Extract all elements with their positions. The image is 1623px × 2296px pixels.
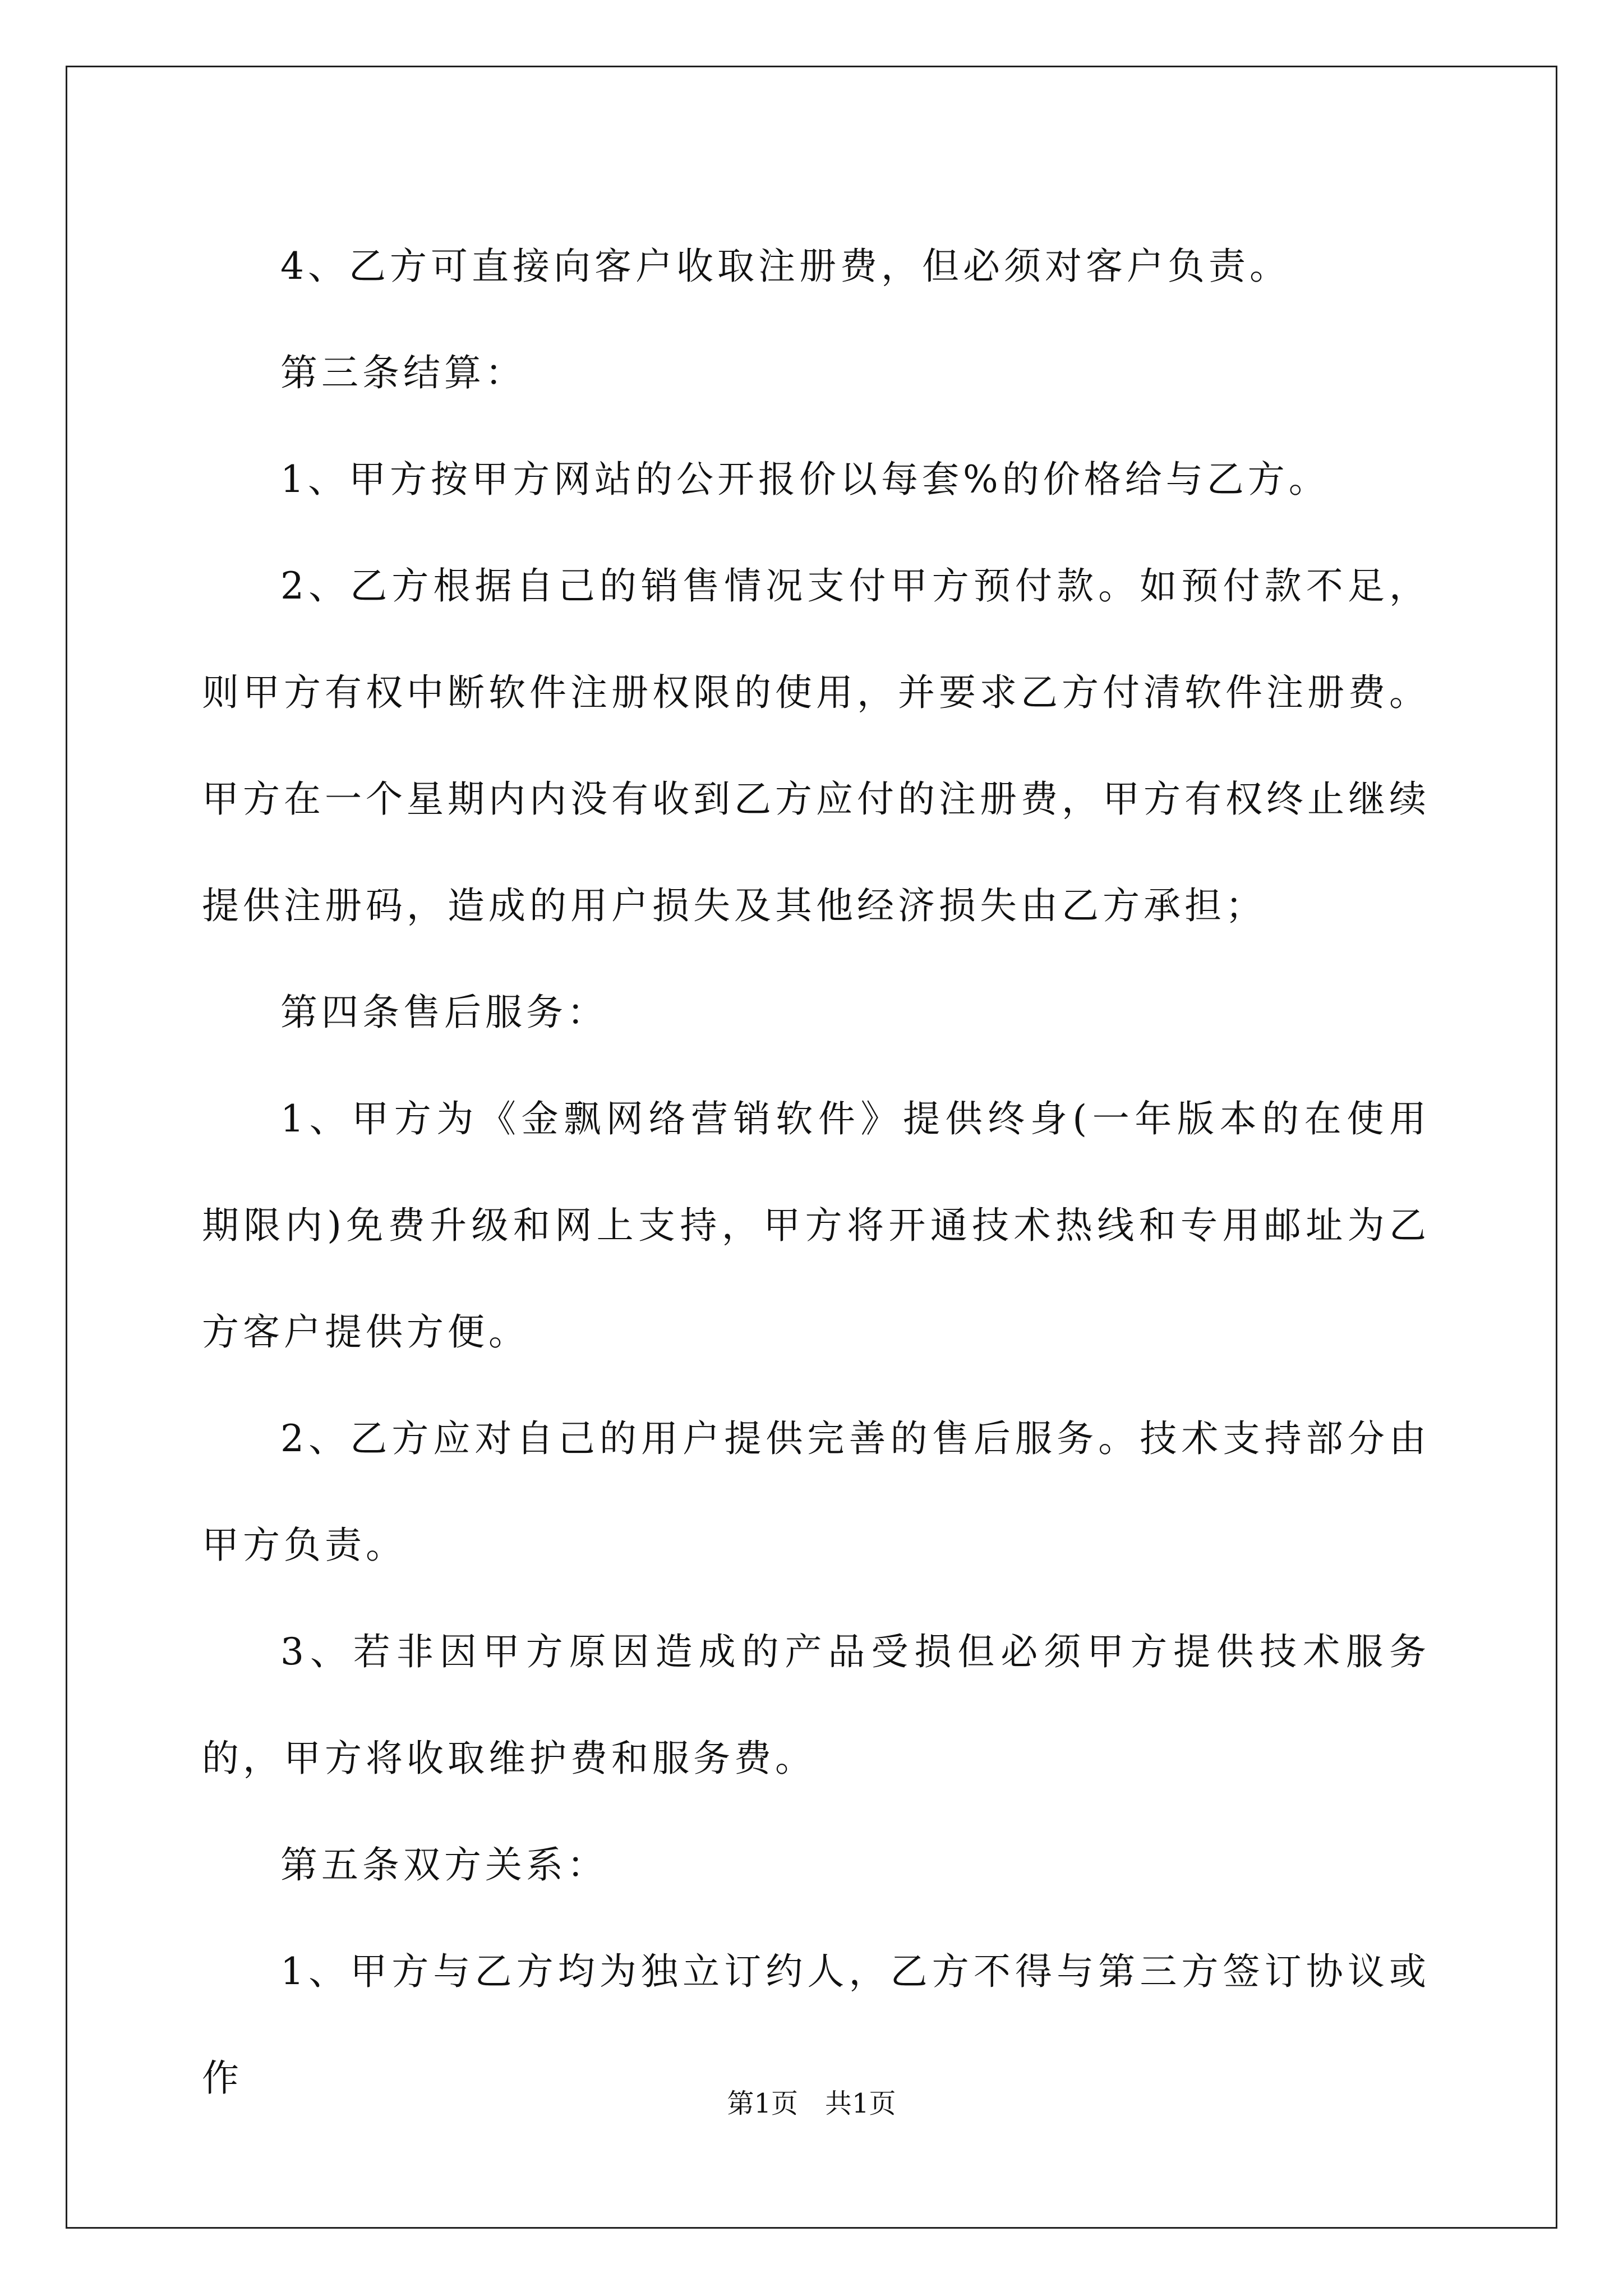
heading-article-4-after-sales: 第四条售后服务： bbox=[280, 991, 608, 1034]
paragraph-article-4-item-1: 1、甲方为《金飘网络营销软件》提供终身(一年版本的在使用期限内)免费升级和网上支持，甲方将开通技术热线和专用邮址为乙方客户提供方便。 bbox=[202, 1097, 1430, 1354]
paragraph-article-5-item-1: 1、甲方与乙方均为独立订约人，乙方不得与第三方签订协议或作 bbox=[202, 1950, 1430, 2100]
heading-article-5-relationship: 第五条双方关系： bbox=[280, 1843, 608, 1887]
paragraph-article-3-item-2: 2、乙方根据自己的销售情况支付甲方预付款。如预付款不足，则甲方有权中断软件注册权限的使用，并要求乙方付清软件注册费。甲方在一个星期内内没有收到乙方应付的注册费，甲方有权终止继续提供注册码，造成的用户损失及其他经济损失由乙方承担； bbox=[202, 564, 1430, 927]
paragraph-clause-2-item-4: 4、乙方可直接向客户收取注册费，但必须对客户负责。 bbox=[280, 245, 1290, 288]
paragraph-article-3-item-1: 1、甲方按甲方网站的公开报价以每套%的价格给与乙方。 bbox=[280, 458, 1330, 501]
page-footer: 第1页 共1页 bbox=[727, 2088, 896, 2119]
document-body bbox=[202, 213, 1430, 2132]
paragraph-article-4-item-2: 2、乙方应对自己的用户提供完善的售后服务。技术支持部分由甲方负责。 bbox=[202, 1417, 1430, 1567]
paragraph-article-4-item-3: 3、若非因甲方原因造成的产品受损但必须甲方提供技术服务的，甲方将收取维护费和服务费。 bbox=[202, 1630, 1430, 1780]
heading-article-3-settlement: 第三条结算： bbox=[280, 351, 526, 394]
